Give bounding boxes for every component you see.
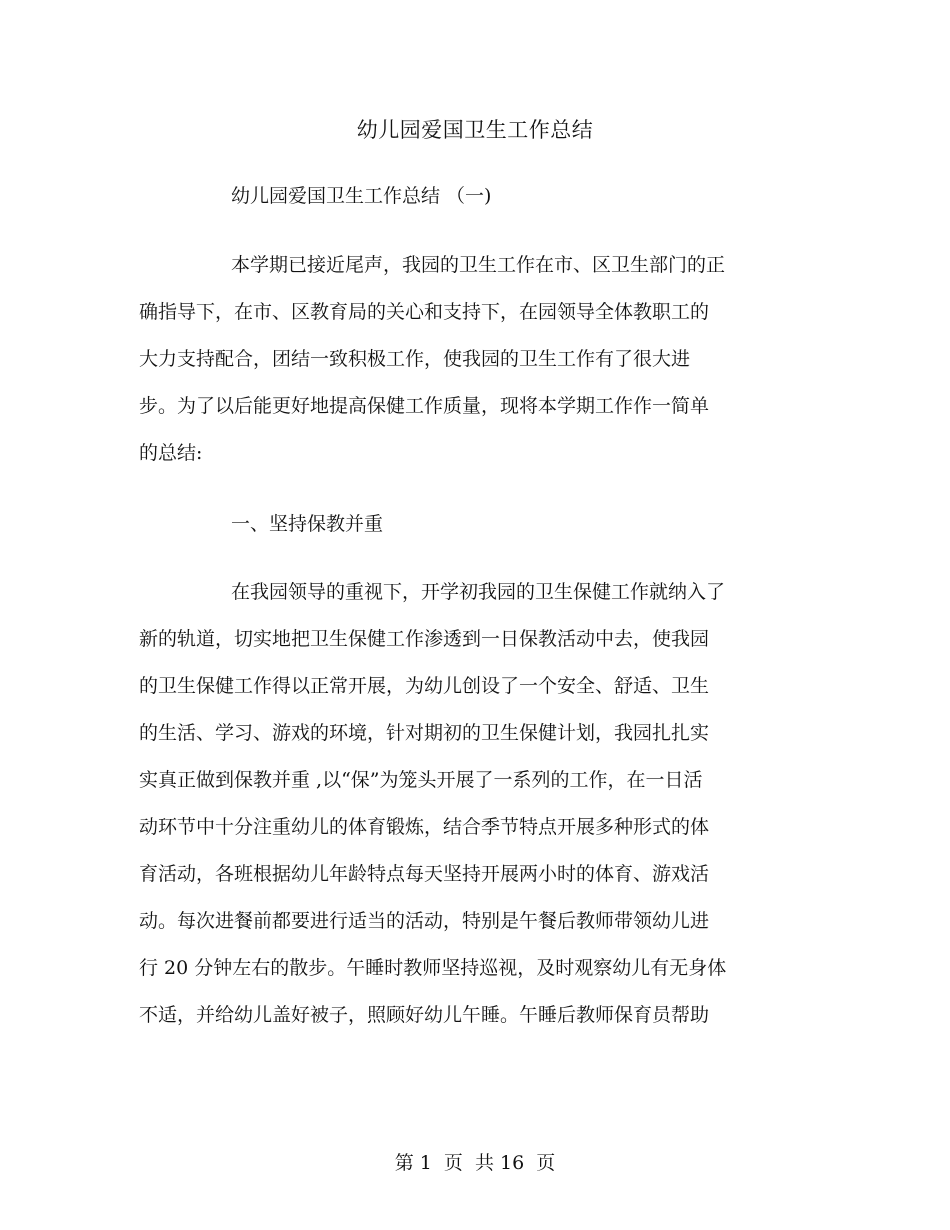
paragraph-line: 不适，并给幼儿盖好被子，照顾好幼儿午睡。午睡后教师保育员帮助: [139, 1004, 710, 1026]
paragraph-line: 步。为了以后能更好地提高保健工作质量，现将本学期工作作一简单: [139, 395, 710, 417]
page-number-footer: 第 1 页 共 16 页: [394, 1152, 556, 1174]
paragraph-line: 新的轨道，切实地把卫生保健工作渗透到一日保教活动中去，使我园: [139, 628, 710, 650]
paragraph-line: 本学期已接近尾声，我园的卫生工作在市、区卫生部门的正: [231, 254, 726, 276]
document-subtitle: 幼儿园爱国卫生工作总结 （一): [231, 185, 492, 207]
paragraph-line: 确指导下，在市、区教育局的关心和支持下，在园领导全体教职工的: [139, 301, 710, 323]
paragraph-line: 动环节中十分注重幼儿的体育锻炼，结合季节特点开展多种形式的体: [139, 816, 710, 838]
paragraph-line: 在我园领导的重视下，开学初我园的卫生保健工作就纳入了: [231, 581, 726, 603]
paragraph-line: 行 20 分钟左右的散步。午睡时教师坚持巡视，及时观察幼儿有无身体: [139, 957, 727, 979]
paragraph-line: 实真正做到保教并重 ,以“保”为笼头开展了一系列的工作，在一日活: [139, 769, 703, 791]
paragraph-line: 的生活、学习、游戏的环境，针对期初的卫生保健计划，我园扎扎实: [139, 722, 710, 744]
paragraph-line: 的卫生保健工作得以正常开展，为幼儿创设了一个安全、舒适、卫生: [139, 675, 710, 697]
paragraph-line: 的总结:: [139, 442, 203, 464]
paragraph-line: 大力支持配合，团结一致积极工作，使我园的卫生工作有了很大进: [139, 348, 691, 370]
paragraph-line: 动。每次进餐前都要进行适当的活动，特别是午餐后教师带领幼儿进: [139, 910, 710, 932]
paragraph-line: 育活动，各班根据幼儿年龄特点每天坚持开展两小时的体育、游戏活: [139, 863, 710, 885]
section-heading: 一、坚持保教并重: [231, 513, 384, 535]
document-title: 幼儿园爱国卫生工作总结: [356, 118, 594, 142]
